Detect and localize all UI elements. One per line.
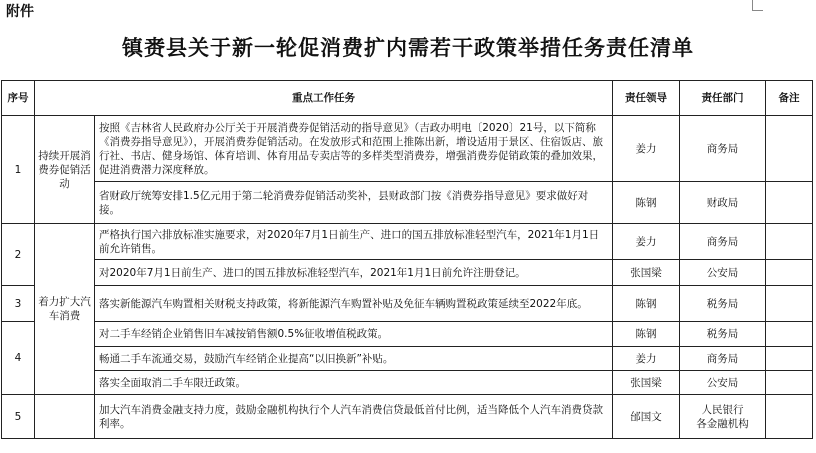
note-cell	[766, 116, 813, 182]
leader-cell: 张国梁	[613, 260, 680, 286]
table-row	[2, 322, 813, 347]
col-header-no: 序号	[2, 81, 35, 116]
leader-cell: 陈钢	[613, 182, 680, 224]
task-cell: 对2020年7月1日前生产、进口的国五排放标准轻型汽车，2021年1月1日前允许注册登记。	[95, 260, 613, 286]
note-cell	[766, 260, 813, 286]
page-corner-mark	[752, 0, 763, 11]
row-number: 4	[2, 322, 35, 395]
note-cell	[766, 322, 813, 347]
table-row	[2, 395, 813, 439]
row-number: 1	[2, 116, 35, 224]
leader-cell: 姜力	[613, 347, 680, 371]
table-row	[2, 182, 813, 224]
table-row	[2, 224, 813, 260]
dept-cell: 商务局	[680, 116, 766, 182]
note-cell	[766, 347, 813, 371]
attachment-label: 附件	[6, 4, 34, 20]
col-header-leader: 责任领导	[613, 81, 680, 116]
dept-cell: 商务局	[680, 347, 766, 371]
task-cell: 加大汽车消费金融支持力度，鼓励金融机构执行个人汽车消费信贷最低首付比例，适当降低个人汽车消费贷款利率。	[95, 395, 613, 439]
note-cell	[766, 224, 813, 260]
task-cell: 落实全面取消二手车限迁政策。	[95, 371, 613, 395]
row-number: 3	[2, 286, 35, 322]
leader-cell: 邰国文	[613, 395, 680, 439]
note-cell	[766, 395, 813, 439]
dept-cell: 税务局	[680, 322, 766, 347]
task-cell: 按照《吉林省人民政府办公厅关于开展消费券促销活动的指导意见》（吉政办明电〔2020〕21号，以下简称《消费券指导意见》），开展消费券促销活动。在发放形式和范围上推陈出新，增设适用于景区、住宿饭店、旅行社、书店、健身场馆、体育培训、体育用品专卖店等的多样类型消费券，增强消费券促销政策的叠加效果，促进消费潜力深度释放。	[95, 116, 613, 182]
leader-cell: 张国梁	[613, 371, 680, 395]
table-row	[2, 116, 813, 182]
category-cell: 着力扩大汽车消费	[35, 224, 95, 395]
category-cell: 持续开展消费券促销活动	[35, 116, 95, 224]
table-row	[2, 260, 813, 286]
note-cell	[766, 371, 813, 395]
leader-cell: 姜力	[613, 224, 680, 260]
table-row	[2, 347, 813, 371]
col-header-note: 备注	[766, 81, 813, 116]
note-cell	[766, 182, 813, 224]
col-header-dept: 责任部门	[680, 81, 766, 116]
document-title: 镇赉县关于新一轮促消费扩内需若干政策举措任务责任清单	[122, 36, 694, 60]
table-header-row	[2, 81, 813, 116]
dept-cell: 公安局	[680, 260, 766, 286]
responsibility-table	[1, 80, 813, 439]
dept-cell: 公安局	[680, 371, 766, 395]
dept-cell: 财政局	[680, 182, 766, 224]
leader-cell: 陈钢	[613, 286, 680, 322]
dept-cell: 税务局	[680, 286, 766, 322]
leader-cell: 陈钢	[613, 322, 680, 347]
note-cell	[766, 286, 813, 322]
category-cell-empty	[35, 395, 95, 439]
task-cell: 省财政厅统筹安排1.5亿元用于第二轮消费券促销活动奖补，县财政部门按《消费券指导意见》要求做好对接。	[95, 182, 613, 224]
dept-cell: 人民银行 各金融机构	[680, 395, 766, 439]
row-number: 2	[2, 224, 35, 286]
dept-cell: 商务局	[680, 224, 766, 260]
task-cell: 严格执行国六排放标准实施要求，对2020年7月1日前生产、进口的国五排放标准轻型汽车，2021年1月1日前允许销售。	[95, 224, 613, 260]
task-cell: 对二手车经销企业销售旧车减按销售额0.5%征收增值税政策。	[95, 322, 613, 347]
col-header-task: 重点工作任务	[35, 81, 613, 116]
task-cell: 落实新能源汽车购置相关财税支持政策，将新能源汽车购置补贴及免征车辆购置税政策延续至2022年底。	[95, 286, 613, 322]
task-cell: 畅通二手车流通交易，鼓励汽车经销企业提高“以旧换新”补贴。	[95, 347, 613, 371]
table-row	[2, 371, 813, 395]
row-number: 5	[2, 395, 35, 439]
leader-cell: 姜力	[613, 116, 680, 182]
table-row	[2, 286, 813, 322]
